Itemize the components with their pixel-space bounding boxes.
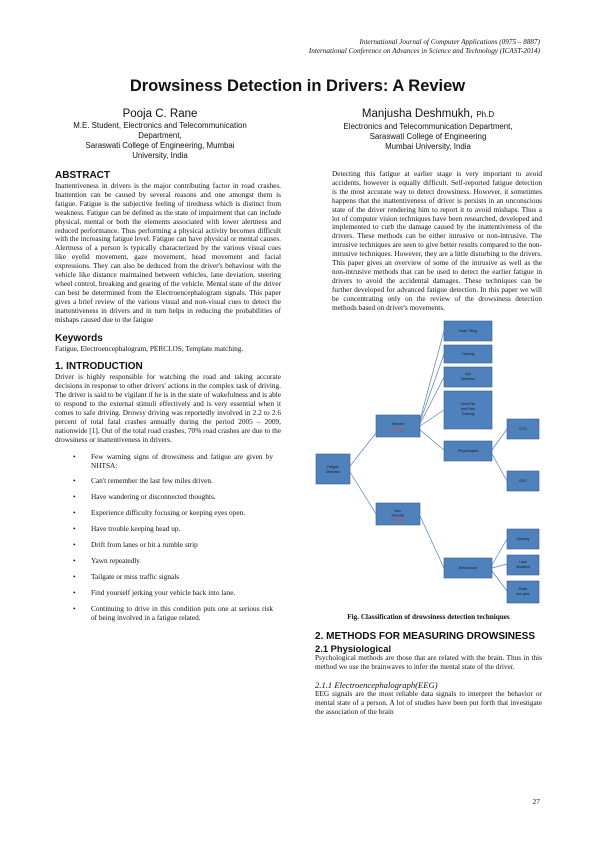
keywords-text: Fatigue, Electroencephalogram, PERCLOS, Template matching.	[55, 343, 244, 353]
abstract-heading: ABSTRACT	[55, 170, 110, 181]
page-number: 27	[532, 797, 540, 806]
eeg-text: EEG signals are the most reliable data signals to interpret the behavior or mental state of a person. A lot of studies have been put forth that investigate the association of the brain	[315, 689, 542, 717]
node-label: Physiological	[458, 448, 478, 453]
node-label: Brake	[518, 586, 528, 591]
node-label: Detection	[325, 469, 341, 474]
warning-signs-list	[55, 453, 281, 623]
node-label: Detection	[460, 376, 476, 381]
abstract-text: Inattentiveness in drivers is the major contributing factor in road crashes. Inattention can be caused by several reasons and one amongst them is fatigue. Fatigue is the subjective feeling of tiredness which is distinct from weakness. Fatigue can be defined as the state of impairment that can include physical, mental or both the elements associated with lower alertness and reduced performance. Thus performing a physical activity becomes difficult with the increasing fatigue level. Fatigue can have physical or mental causes. Alertness of a person is typically characterized by the various visual cues like eyelid movement, gaze movement, head movement and facial expressions. They can also be deduced from the driver's behaviour with the vehicle like distance maintained between vehicles, lane deviation, steering wheel control, breaking and gearing of the vehicle. Mental state of the driver can best be determined from the Electroencephalogram signals. This paper gives a brief review of the various visual and non-visual cues to detect the inattentiveness in drivers and in turn helps in reducing the probabilities of mishaps caused due to the fatigue	[55, 181, 281, 324]
author-affiliation-line: Department,	[138, 131, 182, 140]
methods-heading: 2. METHODS FOR MEASURING DROWSINESS	[315, 631, 536, 643]
node-label: Tracking	[461, 411, 475, 416]
node-label: Non-	[394, 508, 402, 513]
author-affiliation-line: M.E. Student, Electronics and Telecommunication	[73, 121, 247, 130]
connector-arrow	[420, 331, 444, 420]
introduction-text: Driver is highly responsible for watching the road and taking accurate decisions in response to other drivers' actions in the complex task of driving. The driver is said to be vigilant if he is in the state of wakefulness and is able to respond to the external stimuli effectively and is very essential when it comes to safe driving. Drowsy driving was reportedly involved in 2.2 to 2.6 percent of total fatal crashes annually during the period 2005 – 2009, nationwide [1]. Out of the total road crashes, 70% road crashes are due to the drowsiness or inattentiveness in drivers.	[55, 372, 281, 444]
author-name: Pooja C. Rane	[122, 108, 198, 120]
connector-arrow	[350, 433, 376, 466]
node-label: Behavioural	[459, 565, 477, 570]
figure-caption: Fig. Classification of drowsiness detection techniques	[347, 612, 510, 621]
keywords-heading: Keywords	[55, 332, 103, 344]
node-label: Head Eye	[460, 401, 476, 406]
author-affiliation-line: Electronics and Telecommunication Department,	[343, 122, 513, 131]
node-label: technique	[390, 517, 406, 522]
connector-arrow	[492, 571, 507, 591]
node-label: Head Tilting	[459, 328, 477, 333]
connector-arrow	[420, 516, 444, 568]
list-item: • Drift from lanes or hit a rumble strip	[55, 541, 281, 550]
list-item: • Continuing to drive in this condition puts one at serious risk of being involved in a fatigue related.	[55, 605, 281, 623]
physiological-text: Psychological methods are those that are related with the brain. Thus in this method we use the brainwaves to infer the mental state of the driver.	[315, 653, 542, 672]
list-item: • Have wandering or disconnected thoughts.	[55, 493, 281, 502]
node-label: Fatigue	[327, 464, 339, 469]
author-name: Manjusha Deshmukh, Ph.D	[361, 108, 495, 120]
author-affiliation-line: Saraswati College of Engineering, Mumbai	[85, 141, 235, 150]
connector-arrow	[492, 539, 507, 565]
node-label: intrusive	[391, 513, 405, 517]
list-item: • Yawn repeatedly	[55, 557, 281, 566]
intro-continuation-text: Detecting this fatigue at earlier stage is very important to avoid accidents, however is equally difficult. Self-reported fatigue detection is the most accurate way to detect drowsiness. However, it sometimes happens that the inattentiveness of driver is persists in an unconscious state of the driver rendering him to report it to avoid mishaps. Thus a lot of computer vision techniques have been researched, developed and implemented to curb the damage caused by the inattentiveness of the drivers. These methods can be either intrusive or non-intrusive. The intrusive techniques are seen to give better results compared to the non-intrusive techniques. However, they are a little disturbing to the drivers. This paper gives an overview of some of the intrusive as well as the non-intrusive methods that can be used to detect the earlier fatigue in drivers to avoid the accidental damages. These techniques can be further developed for advanced fatigue detection. In this paper we will be concentrating only on the review of the drowsiness detection methods based on driver's movements.	[332, 169, 542, 312]
list-item: • Have trouble keeping head up.	[55, 525, 281, 534]
node-label: Intrusive	[391, 421, 405, 426]
fatigue-detection-node	[316, 454, 350, 484]
journal-header: International Journal of Computer Applications (0975 – 8887)	[359, 38, 540, 46]
list-item: • Tailgate or miss traffic signals	[55, 573, 281, 582]
conference-header: International Conference on Advances in Science and Technology (ICAST-2014)	[308, 47, 540, 55]
connector-arrow	[350, 472, 376, 514]
connector-arrow	[420, 377, 444, 424]
connector-arrow	[492, 429, 507, 450]
left-column	[55, 170, 281, 630]
node-label: Yawning	[461, 351, 475, 356]
author-block-1	[40, 107, 280, 161]
node-label: ECG	[519, 426, 527, 431]
list-item: • Can't remember the last few miles driven.	[55, 477, 281, 486]
node-label: and gear	[516, 591, 530, 596]
physiological-subheading: 2.1 Physiological	[315, 643, 392, 655]
right-column	[315, 170, 542, 717]
list-item: • Find yourself jerking your vehicle back into lane.	[55, 589, 281, 598]
node-label: technique	[390, 426, 406, 431]
connector-arrow	[420, 430, 444, 450]
eeg-subheading: 2.1.1 Electroencephalograph(EEG)	[315, 680, 438, 691]
intrusive-technique-node	[376, 415, 420, 437]
node-label: Steering	[516, 536, 530, 541]
introduction-heading: 1. INTRODUCTION	[55, 361, 143, 373]
connector-arrow	[420, 354, 444, 422]
author-affiliation-line: University, India	[132, 151, 188, 160]
connector-arrow	[492, 564, 507, 568]
node-label: EEG	[519, 478, 527, 483]
list-item: • Few warning signs of drowsiness and fatigue are given by NHTSA:	[55, 453, 281, 471]
author-affiliation-line: Saraswati College of Engineering	[369, 132, 487, 141]
node-label: Lane	[519, 559, 527, 564]
list-item: • Experience difficulty focusing or keeping eyes open.	[55, 509, 281, 518]
author-block-2	[308, 107, 548, 152]
paper-title: Drowsiness Detection in Drivers: A Review	[129, 77, 466, 95]
connector-arrow	[492, 454, 507, 481]
node-label: Eye	[465, 371, 471, 376]
author-affiliation-line: Mumbai University, India	[385, 142, 471, 151]
classification-diagram	[312, 319, 542, 609]
node-label: deviation	[516, 564, 530, 569]
node-label: and Face	[460, 406, 476, 411]
